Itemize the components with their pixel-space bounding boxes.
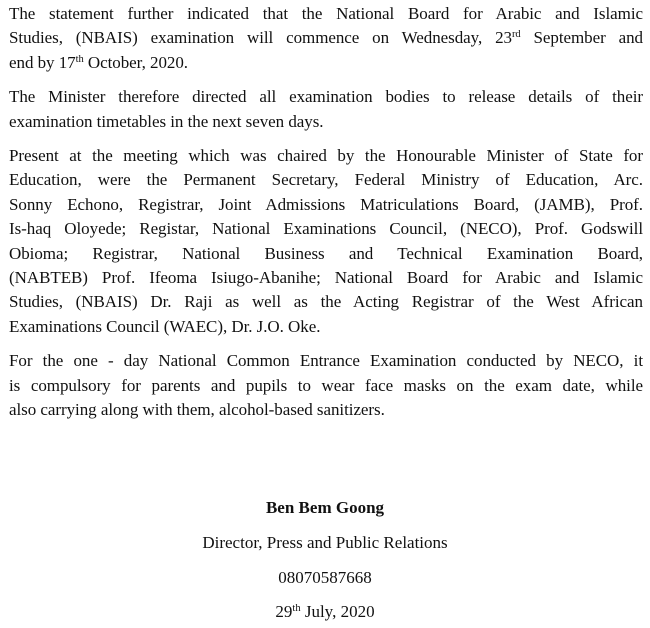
paragraph xyxy=(9,144,643,339)
text-line: Obioma; Registrar, National Business and Technical Examination Board, xyxy=(9,243,643,263)
signatory-name: Ben Bem Goong xyxy=(265,498,385,517)
text-line: The statement further indicated that the National Board for Arabic and Islamic xyxy=(9,4,643,23)
text-line: end by 17th October, 2020. xyxy=(9,52,189,72)
ordinal-suffix: th xyxy=(75,53,84,65)
text-line: For the one - day National Common Entrance Examination conducted by NECO, it xyxy=(9,351,643,371)
signatory-title: Director, Press and Public Relations xyxy=(202,533,448,552)
signatory-phone: 08070587668 xyxy=(278,568,372,587)
text-line: Present at the meeting which was chaired by the Honourable Minister of State for xyxy=(9,146,643,166)
text-line: Studies, (NBAIS) examination will commence on Wednesday, 23rd September and xyxy=(9,28,643,48)
text-line: is compulsory for parents and pupils to wear face masks on the exam date, while xyxy=(9,375,643,395)
body-text xyxy=(9,2,643,423)
text-line: examination timetables in the next seven days. xyxy=(9,111,324,131)
text-line: The Minister therefore directed all examination bodies to release details of their xyxy=(9,87,643,107)
text-line: Examinations Council (WAEC), Dr. J.O. Oke. xyxy=(9,316,321,336)
ordinal-suffix: rd xyxy=(511,29,521,41)
release-date-suffix: th xyxy=(292,603,301,614)
text-line: (NABTEB) Prof. Ifeoma Isiugo-Abanihe; National Board for Arabic and Islamic xyxy=(9,268,643,288)
paragraph xyxy=(9,85,643,134)
release-date-day: 29 xyxy=(275,602,293,621)
text-line: Studies, (NBAIS) Dr. Raji as well as the Acting Registrar of the West African xyxy=(9,292,643,312)
paragraph xyxy=(9,2,643,75)
release-date-rest: July, 2020 xyxy=(300,602,375,621)
text-line: Sonny Echono, Registrar, Joint Admissions Matriculations Board, (JAMB), Prof. xyxy=(9,194,643,214)
paragraph xyxy=(9,349,643,422)
text-line: also carrying along with them, alcohol-based sanitizers. xyxy=(9,400,385,420)
text-line: Is-haq Oloyede; Registar, National Examinations Council, (NECO), Prof. Godswill xyxy=(9,219,643,239)
text-line: Education, were the Permanent Secretary, Federal Ministry of Education, Arc. xyxy=(9,170,643,190)
release-date xyxy=(0,600,650,624)
